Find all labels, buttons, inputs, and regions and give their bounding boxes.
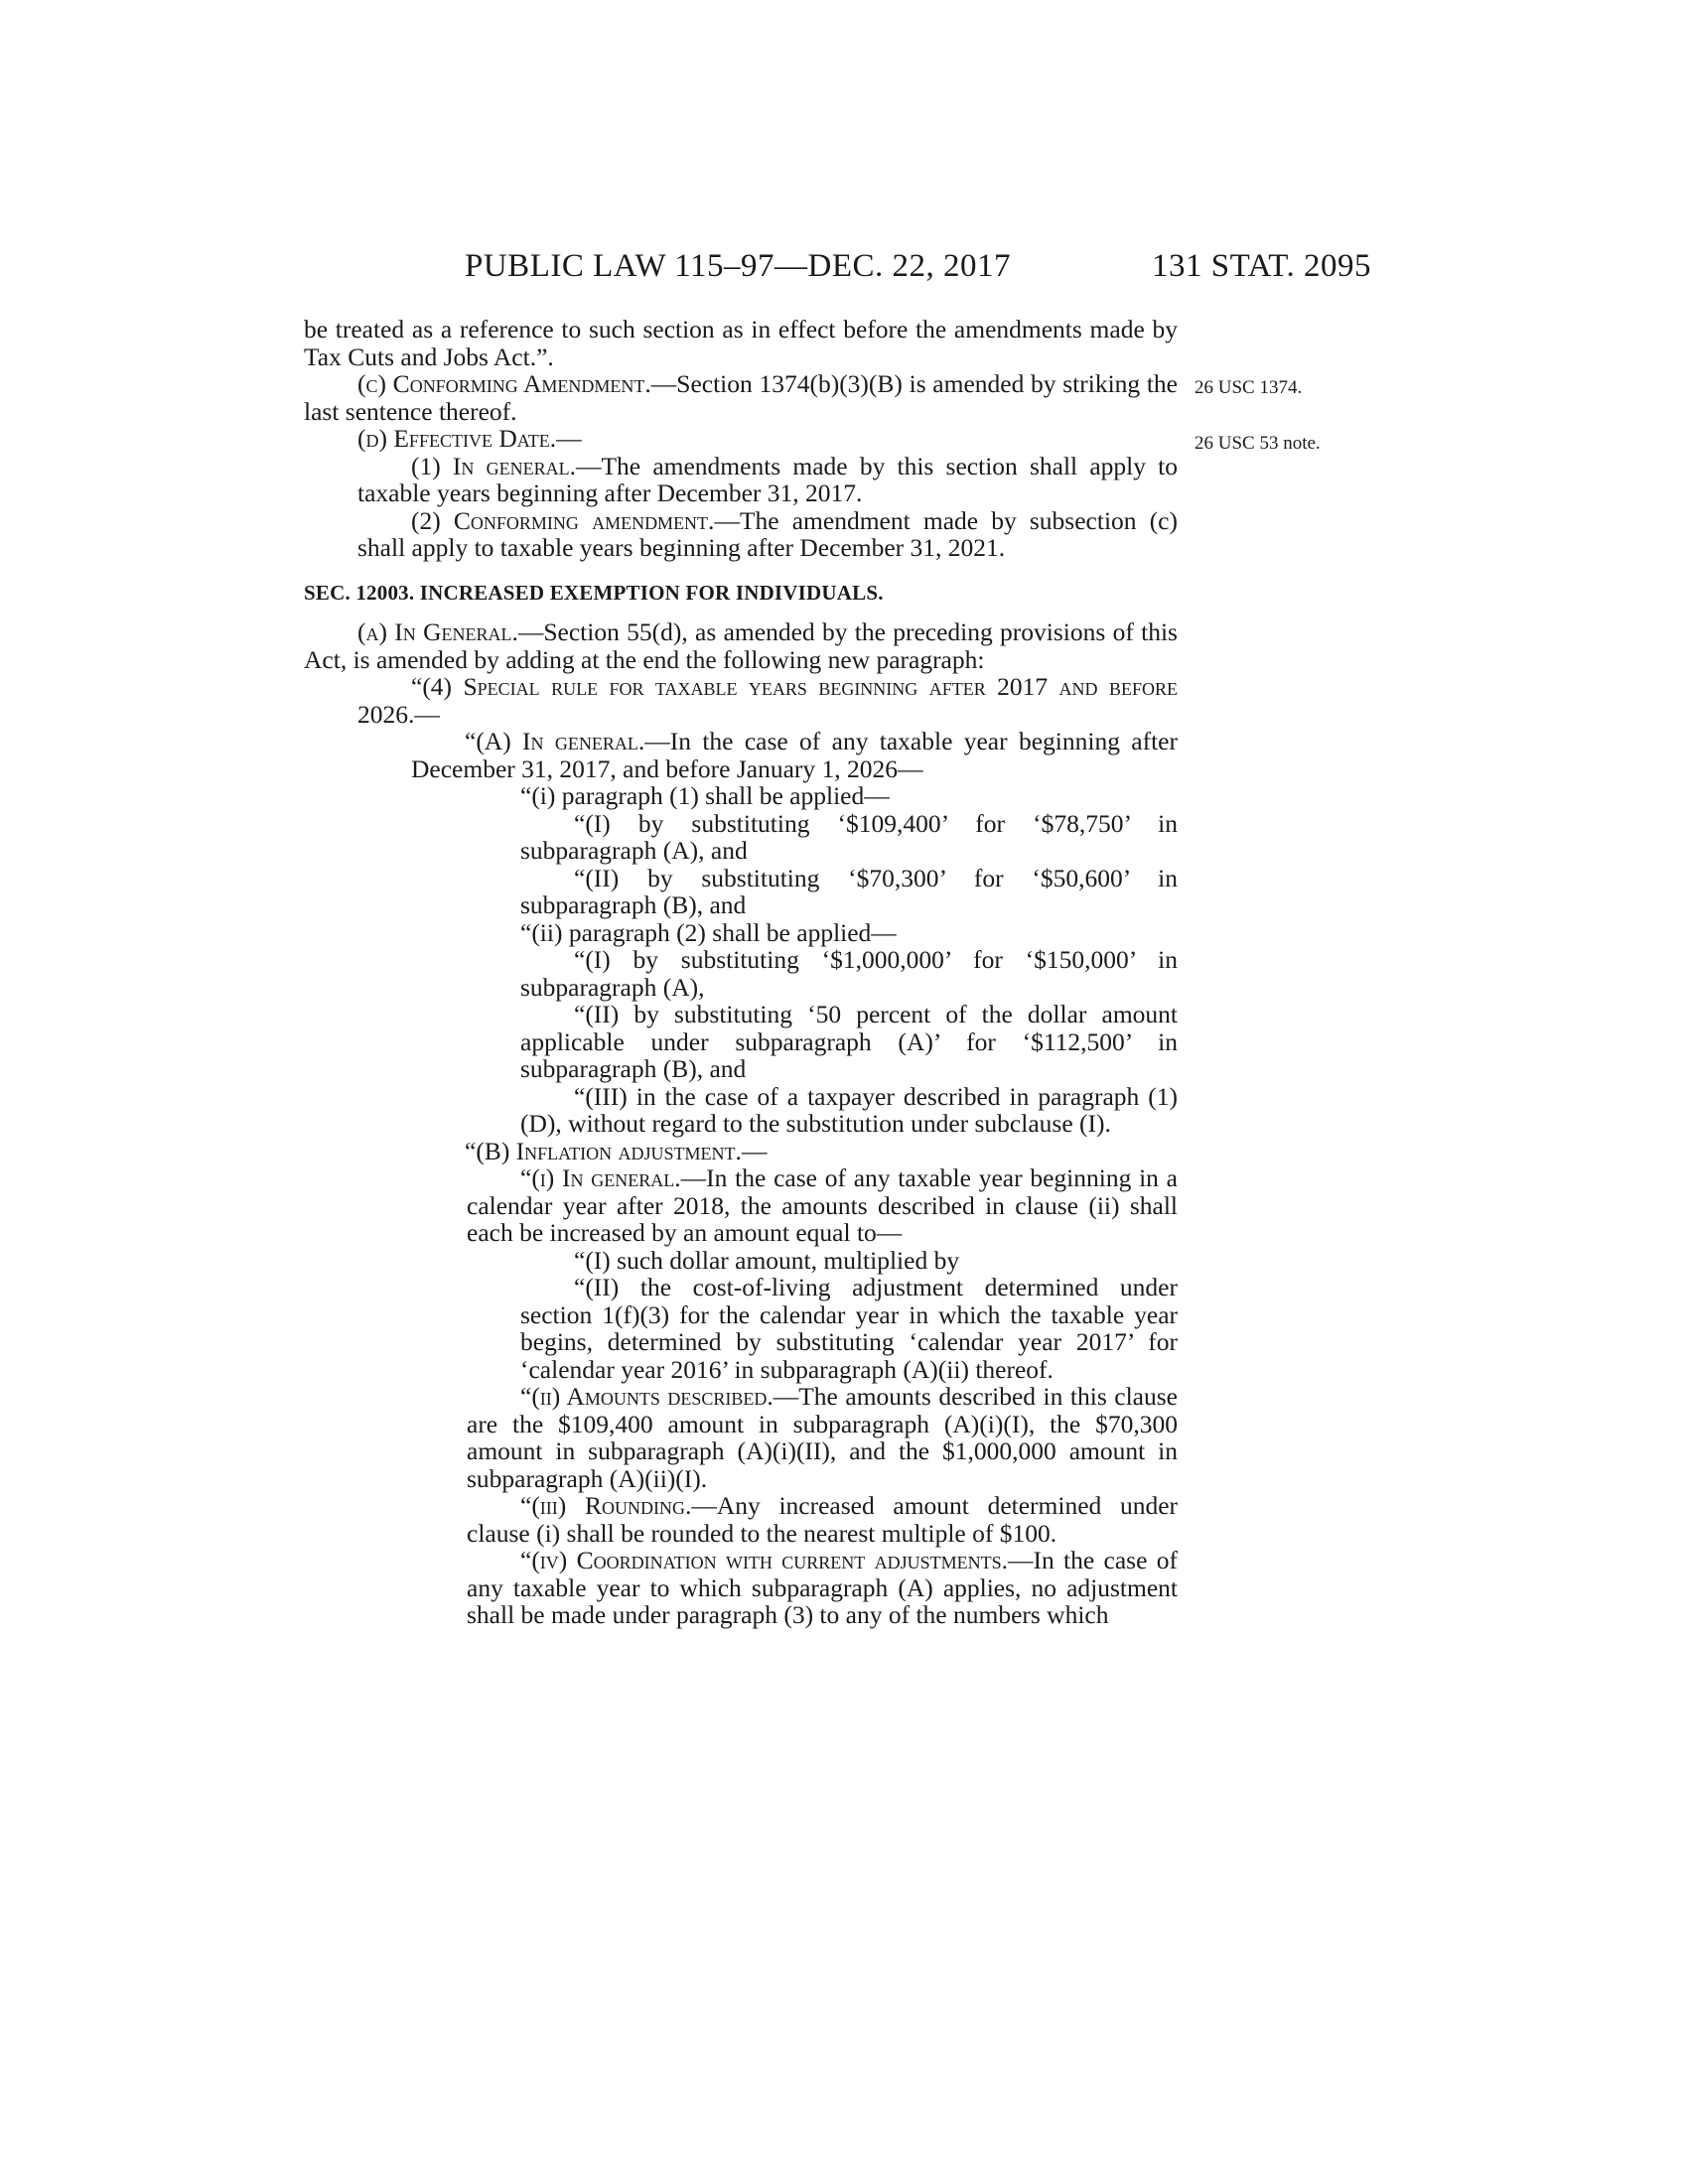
paragraph-d2-text: —The amendment made by subsection (c) shall apply to taxable years beginning after December 31, 2021.	[357, 505, 1178, 562]
clause-Biv	[467, 1547, 1178, 1629]
subsection-a	[304, 618, 1178, 673]
paragraph-4	[357, 673, 1178, 728]
clause-Biii-heading: “(iii) Rounding.	[520, 1491, 692, 1520]
clause-Ai-block	[304, 782, 1178, 810]
subclause-BiI: “(I) such dollar amount, multiplied by	[574, 1245, 960, 1275]
clause-Aii-block	[304, 919, 1178, 947]
subclause-AiiIII: “(III) in the case of a taxpayer described in paragraph (1)(D), without regard to the substitution under subclause (I).	[520, 1081, 1178, 1138]
clause-Biv-text: —In the case of any taxable year to which subparagraph (A) applies, no adjustment shall be made under paragraph (3) to any of the numbers which	[467, 1546, 1178, 1629]
subclause-AiII: “(II) by substituting ‘$70,300’ for ‘$50,600’ in subparagraph (B), and	[520, 863, 1178, 919]
clauses-B-rest-block	[304, 1383, 1178, 1629]
subsection-a-text: —Section 55(d), as amended by the preceding provisions of this Act, is amended by adding at the end the following new paragraph:	[304, 617, 1178, 674]
continuation-paragraph: be treated as a reference to such section as in effect before the amendments made by Tax Cuts and Jobs Act.”.	[304, 315, 1178, 371]
clause-Bii	[467, 1383, 1178, 1492]
subsection-d	[304, 425, 1178, 453]
clause-Bi	[467, 1164, 1178, 1247]
document-body	[304, 316, 1178, 1629]
paragraph-d2	[357, 507, 1178, 562]
clause-Bii-text: —The amounts described in this clause are the $109,400 amount in subparagraph (A)(i)(I), the $70,300 amount in subparagraph (A)(i)(II), and the $1,000,000 amount in subparagraph (A)(ii)(I).	[467, 1382, 1178, 1493]
subclause-BiII: “(II) the cost-of-living adjustment determined under section 1(f)(3) for the calendar year in which the taxable year begins, determined by substituting ‘calendar year 2017’ for ‘calendar year 2016’ in subparagraph (A)(ii) thereof.	[520, 1273, 1178, 1384]
paragraph-4-heading: “(4) Special rule for taxable years beginning after 2017 and before 2026.	[357, 672, 1178, 729]
subparagraph-A-text: —In the case of any taxable year beginning after December 31, 2017, and before January 1, 2026—	[411, 727, 1178, 783]
paragraph-4-text: —	[414, 699, 440, 729]
subclause-AiiI: “(I) by substituting ‘$1,000,000’ for ‘$150,000’ in subparagraph (A),	[520, 945, 1178, 1002]
subclauses-Ai-block	[304, 810, 1178, 919]
page-header-title: PUBLIC LAW 115–97—DEC. 22, 2017	[465, 248, 1012, 284]
clause-Bi-text: —In the case of any taxable year beginning in a calendar year after 2018, the amounts described in clause (ii) shall each be increased by an amount equal to—	[467, 1163, 1178, 1247]
clause-Bi-block	[304, 1164, 1178, 1247]
page-header-stat: 131 STAT. 2095	[1152, 248, 1372, 284]
clause-Ai: “(i) paragraph (1) shall be applied—	[520, 781, 890, 810]
paragraph-d1-text: —The amendments made by this section shall apply to taxable years beginning after December 31, 2017.	[357, 451, 1179, 507]
clause-Bi-heading: “(i) In general.	[520, 1163, 681, 1192]
margin-note-usc-53: 26 USC 53 note.	[1195, 433, 1321, 454]
margin-note-usc-1374: 26 USC 1374.	[1195, 377, 1303, 398]
subparagraph-A-block	[304, 728, 1178, 782]
subsection-c	[304, 370, 1178, 425]
subsection-c-heading: (c) Conforming Amendment.	[357, 369, 651, 398]
paragraph-d1	[357, 453, 1178, 507]
clause-Aii: “(ii) paragraph (2) shall be applied—	[520, 917, 897, 947]
subclause-AiI: “(I) by substituting ‘$109,400’ for ‘$78,750’ in subparagraph (A), and	[520, 808, 1178, 865]
subparagraph-A	[411, 728, 1178, 782]
subparagraph-B	[411, 1138, 1178, 1165]
subclauses-Aii-block	[304, 946, 1178, 1138]
subclause-AiiII: “(II) by substituting ‘50 percent of the dollar amount applicable under subparagraph (A)’ for ‘$112,500’ in subparagraph (B), and	[520, 1000, 1178, 1083]
subparagraph-A-heading: “(A) In general.	[465, 727, 645, 755]
paragraph-d1-heading: (1) In general.	[411, 451, 576, 480]
subparagraph-B-text: —	[741, 1136, 768, 1165]
subclauses-Bi-block	[304, 1247, 1178, 1384]
paragraph-d2-heading: (2) Conforming amendment.	[411, 505, 715, 535]
subparagraph-B-block	[304, 1138, 1178, 1165]
clause-Biii-text: —Any increased amount determined under clause (i) shall be rounded to the nearest multiple of $100.	[467, 1491, 1179, 1548]
clause-Biv-heading: “(iv) Coordination with current adjustments.	[520, 1546, 1008, 1574]
clause-Bii-heading: “(ii) Amounts described.	[520, 1382, 774, 1411]
subsection-d-paragraphs	[304, 453, 1178, 562]
clause-Biii	[467, 1492, 1178, 1547]
subsection-d-heading: (d) Effective Date.	[357, 424, 557, 453]
subsection-d-text: —	[556, 424, 582, 453]
section-heading: SEC. 12003. INCREASED EXEMPTION FOR INDIVIDUALS.	[304, 580, 884, 605]
subsection-c-text: —Section 1374(b)(3)(B) is amended by striking the last sentence thereof.	[304, 369, 1178, 426]
subparagraph-B-heading: “(B) Inflation adjustment.	[465, 1136, 742, 1165]
paragraph-4-block	[304, 673, 1178, 728]
subsection-a-heading: (a) In General.	[357, 617, 518, 646]
